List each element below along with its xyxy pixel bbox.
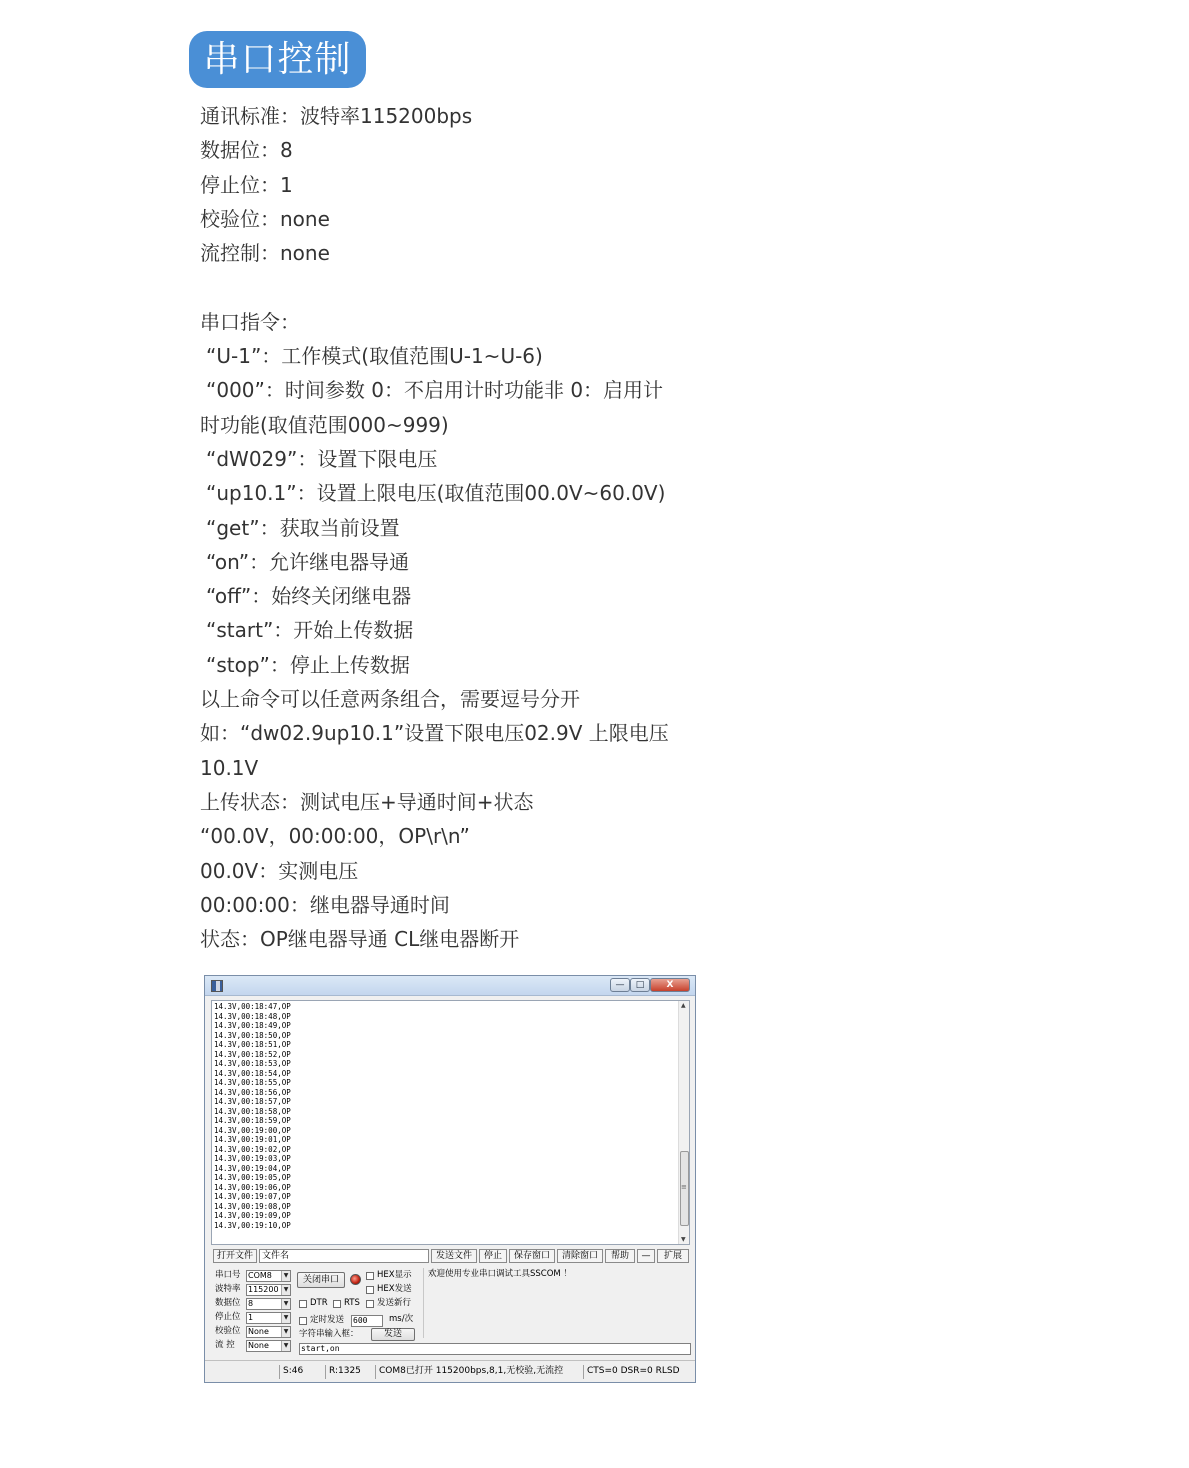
command-line: “start”：开始上传数据 xyxy=(206,618,414,643)
send-newline-label: 发送新行 xyxy=(377,1298,412,1308)
note-line: 以上命令可以任意两条组合，需要逗号分开 xyxy=(200,687,580,712)
command-line: “stop”：停止上传数据 xyxy=(206,652,410,677)
chevron-down-icon: ▼ xyxy=(281,1313,290,1323)
command-line: 时功能(取值范围000~999) xyxy=(200,412,449,437)
close-port-button[interactable]: 关闭串口 xyxy=(297,1272,345,1288)
command-line: “dW029”：设置下限电压 xyxy=(206,446,438,471)
settings-panel xyxy=(213,1267,691,1357)
page-title: 串口控制 xyxy=(189,31,366,88)
received-line: 14.3V,00:19:01,OP xyxy=(214,1135,291,1144)
received-line: 14.3V,00:18:51,OP xyxy=(214,1040,291,1049)
help-button[interactable]: 帮助 xyxy=(605,1249,635,1263)
open-file-button[interactable]: 打开文件 xyxy=(213,1249,257,1263)
received-line: 14.3V,00:19:03,OP xyxy=(214,1154,291,1163)
spec-line: 流控制：none xyxy=(200,241,330,266)
received-line: 14.3V,00:18:52,OP xyxy=(214,1049,291,1059)
stopbits-label: 停止位 xyxy=(215,1312,241,1322)
minimize-button[interactable]: — xyxy=(610,978,630,992)
note-line: 00.0V：实测电压 xyxy=(200,858,359,883)
received-count: R:1325 xyxy=(325,1365,375,1379)
received-line: 14.3V,00:19:02,OP xyxy=(214,1144,291,1154)
received-line: 14.3V,00:18:55,OP xyxy=(214,1078,291,1087)
timed-send-checkbox[interactable] xyxy=(299,1317,307,1325)
vertical-scrollbar[interactable] xyxy=(678,1001,689,1244)
collapse-button[interactable]: — xyxy=(637,1249,655,1263)
received-line: 14.3V,00:18:58,OP xyxy=(214,1106,291,1116)
port-label: 串口号 xyxy=(215,1270,241,1280)
dtr-label: DTR xyxy=(310,1298,328,1308)
expand-button[interactable]: 扩展 xyxy=(657,1249,689,1263)
clear-window-button[interactable]: 清除窗口 xyxy=(557,1249,603,1263)
received-line: 14.3V,00:19:05,OP xyxy=(214,1173,291,1182)
send-button[interactable]: 发送 xyxy=(371,1328,415,1341)
received-line: 14.3V,00:18:49,OP xyxy=(214,1021,291,1030)
file-toolbar xyxy=(213,1249,691,1263)
received-line: 14.3V,00:18:48,OP xyxy=(214,1011,291,1021)
command-line: “up10.1”：设置上限电压(取值范围00.0V~60.0V) xyxy=(206,481,666,506)
file-name-input[interactable]: 文件名 xyxy=(259,1249,429,1263)
note-line: 10.1V xyxy=(200,755,259,780)
received-line: 14.3V,00:19:10,OP xyxy=(214,1220,291,1230)
command-line: “U-1”：工作模式(取值范围U-1~U-6) xyxy=(206,344,543,369)
timed-send-label: 定时发送 xyxy=(310,1315,345,1325)
scroll-down-icon[interactable]: ▼ xyxy=(681,1236,686,1243)
chevron-down-icon: ▼ xyxy=(281,1341,290,1351)
grip-icon: ≡ xyxy=(681,1183,687,1191)
stop-button[interactable]: 停止 xyxy=(479,1249,507,1263)
hex-display-checkbox[interactable] xyxy=(366,1272,374,1280)
flow-select[interactable]: None ▼ xyxy=(246,1340,291,1352)
sscom-window-screenshot xyxy=(204,975,696,1383)
app-icon xyxy=(211,980,223,992)
ms-unit-label: ms/次 xyxy=(389,1314,414,1324)
hex-send-checkbox[interactable] xyxy=(366,1286,374,1294)
baud-select[interactable]: 115200 ▼ xyxy=(246,1284,291,1296)
window-titlebar xyxy=(205,976,695,996)
stopbits-select[interactable]: 1 ▼ xyxy=(246,1312,291,1324)
receive-area[interactable] xyxy=(211,1000,690,1245)
port-status-led-icon xyxy=(350,1274,361,1285)
status-bar xyxy=(205,1360,695,1382)
note-line: 状态：OP继电器导通 CL继电器断开 xyxy=(200,927,520,952)
command-line: “on”：允许继电器导通 xyxy=(206,549,410,574)
hex-send-label: HEX发送 xyxy=(377,1284,412,1294)
command-line: “off”：始终关闭继电器 xyxy=(206,584,412,609)
note-line: 如：“dw02.9up10.1”设置下限电压02.9V 上限电压 xyxy=(200,721,669,746)
document-body xyxy=(200,99,760,956)
note-line: 上传状态：测试电压+导通时间+状态 xyxy=(200,789,534,814)
hex-display-label: HEX显示 xyxy=(377,1270,412,1280)
spec-line: 校验位：none xyxy=(200,206,330,231)
spec-line: 数据位：8 xyxy=(200,138,293,163)
send-file-button[interactable]: 发送文件 xyxy=(431,1249,477,1263)
welcome-message: 欢迎使用专业串口调试工具SSCOM ！ xyxy=(423,1268,691,1338)
received-line: 14.3V,00:19:09,OP xyxy=(214,1211,291,1220)
parity-label: 校验位 xyxy=(215,1326,241,1336)
received-data xyxy=(214,1002,291,1230)
received-line: 14.3V,00:18:54,OP xyxy=(214,1068,291,1078)
commands-heading: 串口指令： xyxy=(200,309,300,334)
port-select[interactable]: COM8 ▼ xyxy=(246,1270,291,1282)
received-line: 14.3V,00:18:53,OP xyxy=(214,1059,291,1068)
received-line: 14.3V,00:18:56,OP xyxy=(214,1087,291,1097)
received-line: 14.3V,00:18:50,OP xyxy=(214,1030,291,1040)
received-line: 14.3V,00:19:07,OP xyxy=(214,1192,291,1201)
line-status-text: CTS=0 DSR=0 RLSD xyxy=(583,1365,693,1379)
maximize-button[interactable]: □ xyxy=(630,978,650,992)
sent-count: S:46 xyxy=(279,1365,325,1379)
received-line: 14.3V,00:18:57,OP xyxy=(214,1097,291,1106)
note-line: 00:00:00：继电器导通时间 xyxy=(200,892,450,917)
string-input-field[interactable]: start,on xyxy=(299,1343,691,1355)
chevron-down-icon: ▼ xyxy=(281,1327,290,1337)
rts-label: RTS xyxy=(344,1298,360,1308)
received-line: 14.3V,00:19:08,OP xyxy=(214,1201,291,1211)
port-status-text: COM8已打开 115200bps,8,1,无校验,无流控 xyxy=(375,1365,583,1379)
spec-line: 通讯标准：波特率115200bps xyxy=(200,104,473,128)
rts-checkbox[interactable] xyxy=(333,1300,341,1308)
chevron-down-icon: ▼ xyxy=(281,1271,290,1281)
note-line: “00.0V，00:00:00，OP\r\n” xyxy=(200,824,470,849)
close-button[interactable]: X xyxy=(650,978,690,992)
databits-label: 数据位 xyxy=(215,1298,241,1308)
parity-select[interactable]: None ▼ xyxy=(246,1326,291,1338)
baud-label: 波特率 xyxy=(215,1284,241,1294)
databits-select[interactable]: 8 ▼ xyxy=(246,1298,291,1310)
received-line: 14.3V,00:19:06,OP xyxy=(214,1182,291,1192)
received-line: 14.3V,00:18:47,OP xyxy=(214,1002,291,1011)
command-line: “get”：获取当前设置 xyxy=(206,515,400,540)
scroll-up-icon[interactable]: ▲ xyxy=(681,1002,686,1009)
spacer xyxy=(200,270,760,304)
send-newline-checkbox[interactable] xyxy=(366,1300,374,1308)
flow-label: 流 控 xyxy=(215,1340,235,1350)
timed-interval-input[interactable]: 600 xyxy=(351,1315,383,1327)
chevron-down-icon: ▼ xyxy=(281,1285,290,1295)
spec-line: 停止位：1 xyxy=(200,172,293,197)
received-line: 14.3V,00:19:04,OP xyxy=(214,1163,291,1173)
received-line: 14.3V,00:19:00,OP xyxy=(214,1125,291,1135)
chevron-down-icon: ▼ xyxy=(281,1299,290,1309)
save-window-button[interactable]: 保存窗口 xyxy=(509,1249,555,1263)
string-input-label: 字符串输入框： xyxy=(299,1329,359,1339)
command-line: “000”：时间参数 0：不启用计时功能非 0：启用计 xyxy=(206,378,664,403)
received-line: 14.3V,00:18:59,OP xyxy=(214,1116,291,1125)
dtr-checkbox[interactable] xyxy=(299,1300,307,1308)
